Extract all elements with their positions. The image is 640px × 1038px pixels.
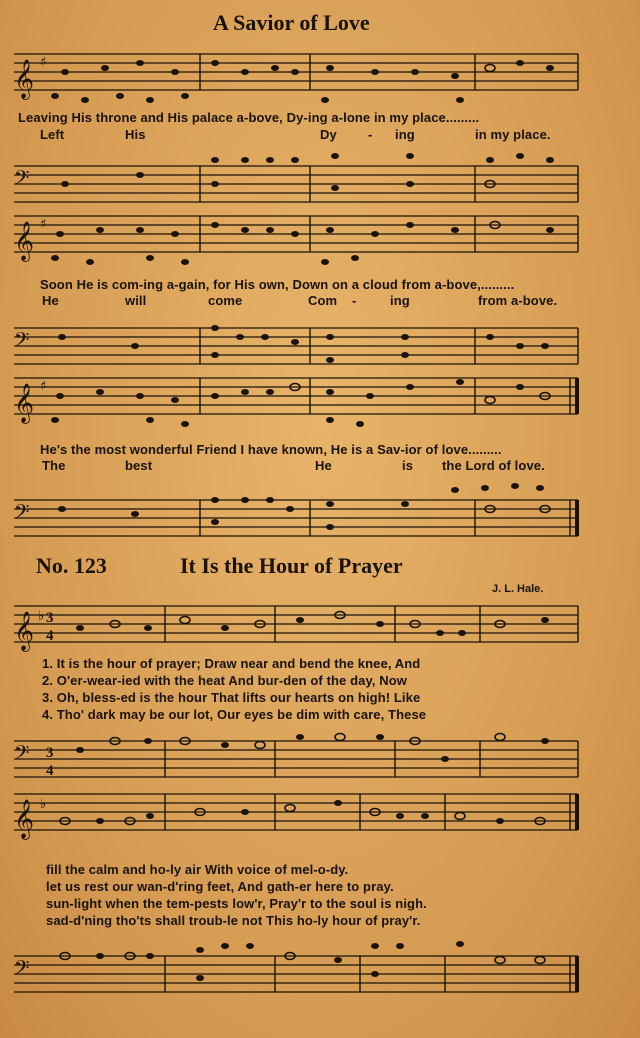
verse-line: He's the most wonderful Friend I have known, He is a Sav-ior of love.........	[40, 442, 502, 457]
sharp-icon: ♯	[40, 55, 47, 70]
hymn-title: It Is the Hour of Prayer	[180, 553, 403, 578]
verse-line: 2. O'er-wear-ied with the heat And bur-den of the day, Now	[42, 673, 407, 688]
bass-staff-1	[0, 160, 640, 210]
echo-word: -	[352, 293, 357, 308]
echo-word: Left	[40, 127, 65, 142]
verse-line: Soon He is com-ing a-gain, for His own, Down on a cloud from a-bove,.........	[40, 277, 515, 292]
echo-word: come	[208, 293, 243, 308]
treble-clef-icon: 𝄞	[14, 221, 35, 261]
treble-clef-icon: 𝄞	[14, 59, 35, 99]
treble-clef-icon: 𝄞	[14, 611, 35, 651]
treble-clef-icon: 𝄞	[14, 383, 35, 423]
bass-clef-icon: 𝄢	[14, 956, 30, 984]
treble-staff-2	[0, 210, 640, 270]
bass-clef-icon: 𝄢	[14, 166, 30, 194]
verse-line: 1. It is the hour of prayer; Draw near and bend the knee, And	[42, 656, 421, 671]
echo-word: His	[125, 127, 146, 142]
echo-word: Dy	[320, 127, 337, 142]
treble-staff-5	[0, 788, 640, 848]
bass-staff-5	[0, 950, 640, 1000]
sharp-icon: ♯	[40, 379, 47, 394]
treble-clef-icon: 𝄞	[14, 799, 35, 839]
verse-line: Leaving His throne and His palace a-bove, Dy-ing a-lone in my place.........	[18, 110, 480, 125]
verse-line: sun-light when the tem-pests low'r, Pray'r to the soul is nigh.	[46, 896, 427, 911]
echo-word: -	[368, 127, 373, 142]
bass-staff-3	[0, 494, 640, 544]
echo-word: the Lord of love.	[442, 458, 545, 473]
verse-line: let us rest our wan-d'ring feet, And gath-er here to pray.	[46, 879, 394, 894]
bass-clef-icon: 𝄢	[14, 328, 30, 356]
time-signature-bottom: 4	[46, 628, 54, 644]
echo-word: He	[315, 458, 332, 473]
flat-icon: ♭	[40, 797, 47, 812]
echo-word: ing	[390, 293, 410, 308]
bass-clef-icon: 𝄢	[14, 500, 30, 528]
hymn-number: No. 123	[36, 553, 107, 578]
bass-staff-2	[0, 322, 640, 372]
verse-line: 4. Tho' dark may be our lot, Our eyes be dim with care, These	[42, 707, 427, 722]
bass-clef-icon: 𝄢	[14, 741, 30, 769]
hymn-title: A Savior of Love	[213, 10, 370, 35]
echo-word: best	[125, 458, 153, 473]
time-signature-bottom: 4	[46, 763, 54, 779]
bass-staff-4	[0, 735, 640, 785]
flat-icon: ♭	[38, 609, 45, 624]
echo-word: Com	[308, 293, 338, 308]
echo-word: in my place.	[475, 127, 551, 142]
verse-line: fill the calm and ho-ly air With voice of mel-o-dy.	[46, 862, 349, 877]
treble-staff-1	[0, 48, 640, 108]
echo-word: from a-bove.	[478, 293, 558, 308]
treble-staff-4	[0, 600, 640, 656]
echo-word: will	[125, 293, 147, 308]
echo-word: He	[42, 293, 59, 308]
verse-line: sad-d'ning tho'ts shall troub-le not This ho-ly hour of pray'r.	[46, 913, 421, 928]
composer-credit: J. L. Hale.	[492, 583, 544, 595]
echo-word: is	[402, 458, 414, 473]
sharp-icon: ♯	[40, 217, 47, 232]
verse-line: 3. Oh, bless-ed is the hour That lifts our hearts on high! Like	[42, 690, 421, 705]
time-signature-top: 3	[46, 745, 54, 761]
echo-word: The	[42, 458, 66, 473]
echo-word: ing	[395, 127, 415, 142]
time-signature-top: 3	[46, 610, 54, 626]
treble-staff-3	[0, 372, 640, 432]
